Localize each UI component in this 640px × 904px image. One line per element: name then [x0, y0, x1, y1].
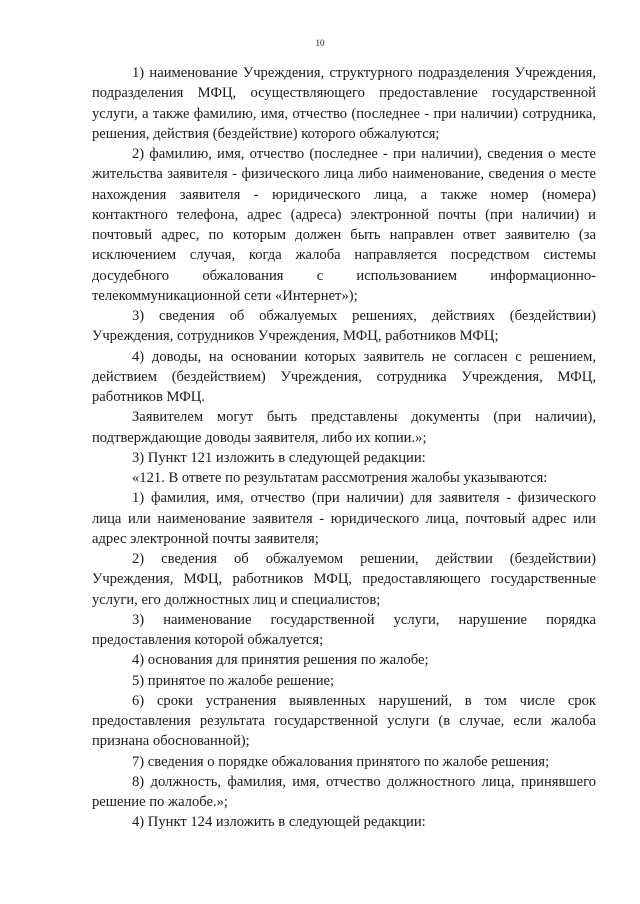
list-item-answer-service: 3) наименование государственной услуги, нарушение порядка предоставления которой обжалуется;	[92, 611, 596, 648]
list-item-answer-official: 8) должность, фамилия, имя, отчество должностного лица, принявшего решение по жалобе.»;	[92, 773, 596, 810]
page-number: 10	[315, 38, 325, 48]
list-item-applicant-details: 2) фамилию, имя, отчество (последнее - при наличии), сведения о месте жительства заявителя - физического лица либо наименование, сведения о месте нахождения заявителя - юридического лица, а также номер (номера) контактного телефона, адрес (адреса) электронной почты (при наличии) и почтовый адрес, по которым должен быть направлен ответ заявителю (за исключением случая, когда жалоба направляется посредством системы досудебного обжалования с использованием информационно-телекоммуникационной сети «Интернет»);	[92, 146, 596, 304]
list-item-answer-appealed: 2) сведения об обжалуемом решении, действии (бездействии) Учреждения, МФЦ, работников МФЦ, предоставляющего государственные услуги, его должностных лиц и специалистов;	[92, 551, 596, 608]
list-item-applicant-subject: 1) наименование Учреждения, структурного подразделения Учреждения, подразделения МФЦ, осуществляющего предоставление государственной услуги, а также фамилию, имя, отчество (последнее - при наличии) сотрудника, решения, действия (бездействие) которого обжалуются;	[92, 65, 596, 142]
paragraph-amend-124: 4) Пункт 124 изложить в следующей редакции:	[132, 814, 426, 831]
document-body	[92, 63, 596, 833]
list-item-answer-decision: 5) принятое по жалобе решение;	[132, 672, 335, 689]
list-item-arguments: 4) доводы, на основании которых заявитель не согласен с решением, действием (бездействием) Учреждения, сотрудника Учреждения, МФЦ, работников МФЦ.	[92, 348, 596, 405]
paragraph-121-intro: «121. В ответе по результатам рассмотрения жалобы указываются:	[132, 470, 548, 486]
list-item-answer-terms: 6) сроки устранения выявленных нарушений, в том числе срок предоставления результата государственной услуги (в случае, если жалоба признана обоснованной);	[92, 692, 596, 750]
list-item-answer-applicant: 1) фамилия, имя, отчество (при наличии) для заявителя - физического лица или наименование заявителя - юридического лица, почтовый адрес или адрес электронной почты заявителя;	[92, 490, 596, 547]
paragraph-documents: Заявителем могут быть представлены документы (при наличии), подтверждающие доводы заявителя, либо их копии.»;	[92, 409, 596, 446]
list-item-appealed-decisions: 3) сведения об обжалуемых решениях, действиях (бездействии) Учреждения, сотрудников Учреждения, МФЦ, работников МФЦ;	[92, 308, 596, 345]
list-item-answer-appeal-order: 7) сведения о порядке обжалования принятого по жалобе решения;	[132, 753, 550, 770]
list-item-answer-grounds: 4) основания для принятия решения по жалобе;	[132, 652, 429, 669]
paragraph-amend-121: 3) Пункт 121 изложить в следующей редакции:	[132, 449, 426, 466]
